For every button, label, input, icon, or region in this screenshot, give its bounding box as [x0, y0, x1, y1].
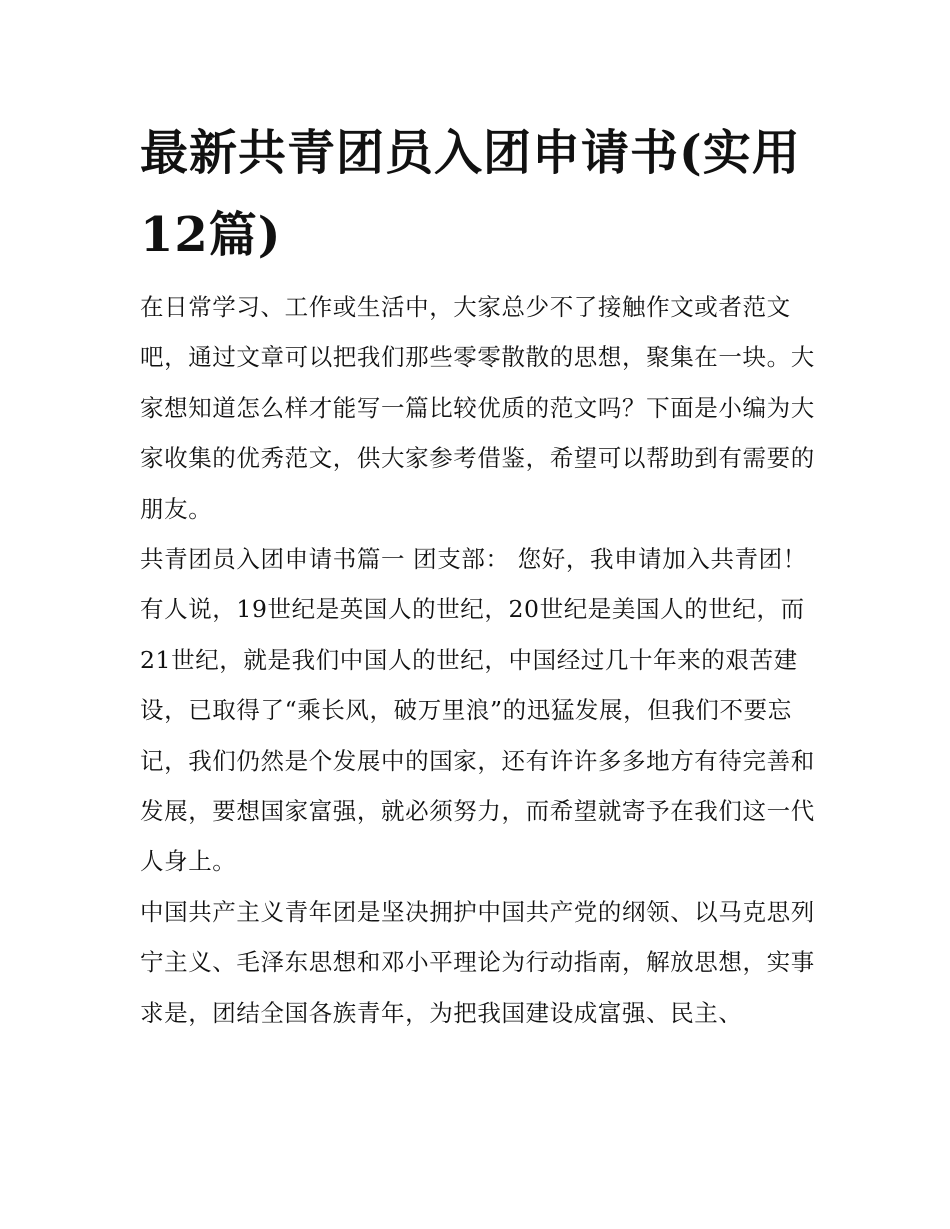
document-page [140, 112, 816, 1038]
paragraph-league: 中国共产主义青年团是坚决拥护中国共产党的纲领、以马克思列宁主义、毛泽东思想和邓小平理论为行动指南，解放思想，实事求是，团结全国各族青年，为把我国建设成富强、民主、 [140, 897, 815, 1027]
paragraph-century: 有人说，19世纪是英国人的世纪，20世纪是美国人的世纪，而21世纪，就是我们中国人的世纪，中国经过几十年来的艰苦建设，已取得了“乘长风，破万里浪”的迅猛发展，但我们不要忘记，我们仍然是个发展中的国家，还有许许多多地方有待完善和发展，要想国家富强，就必须努力，而希望就寄予在我们这一代人身上。 [140, 595, 815, 876]
paragraph-intro: 在日常学习、工作或生活中，大家总少不了接触作文或者范文吧，通过文章可以把我们那些零零散散的思想，聚集在一块。大家想知道怎么样才能写一篇比较优质的范文吗？下面是小编为大家收集的优秀范文，供大家参考借鉴，希望可以帮助到有需要的朋友。 [140, 293, 815, 523]
paragraph-salutation: 共青团员入团申请书篇一 团支部： 您好，我申请加入共青团！ [140, 545, 807, 574]
document-title: 最新共青团员入团申请书(实用12篇) [140, 125, 801, 263]
